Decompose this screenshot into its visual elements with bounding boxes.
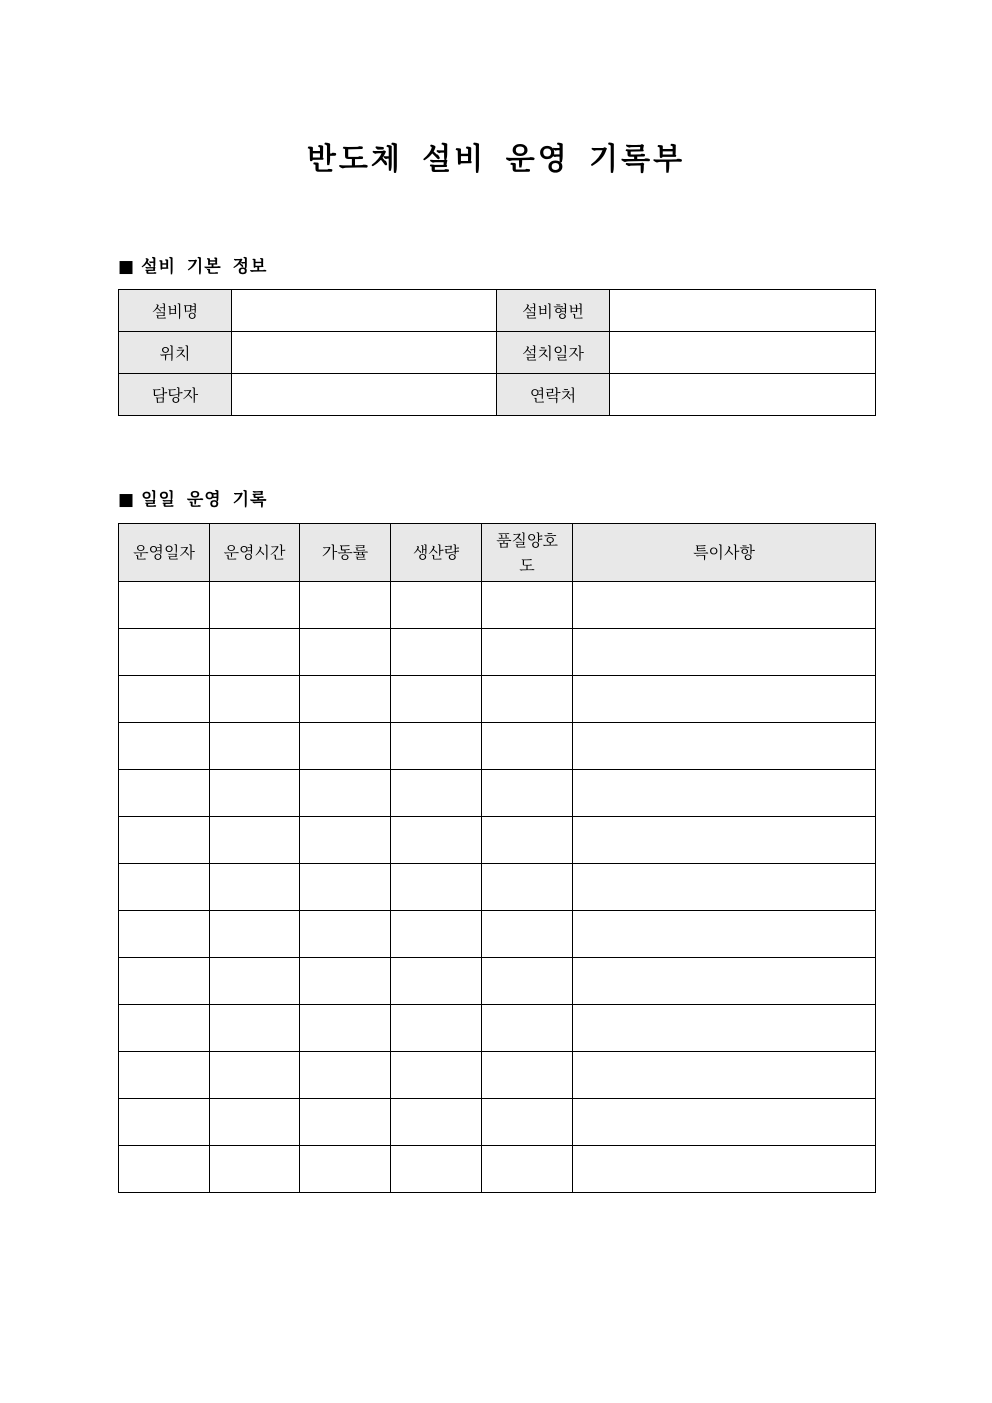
page-title: 반도체 설비 운영 기록부 xyxy=(306,142,686,177)
notes-cell[interactable] xyxy=(573,770,876,817)
output-cell[interactable] xyxy=(391,582,482,629)
quality-cell[interactable] xyxy=(482,723,573,770)
date-cell[interactable] xyxy=(119,864,210,911)
hours-cell[interactable] xyxy=(210,1052,300,1099)
quality-cell[interactable] xyxy=(482,911,573,958)
quality-cell[interactable] xyxy=(482,864,573,911)
table-header-row xyxy=(119,524,876,582)
label-install-date: 설치일자 xyxy=(497,332,610,374)
date-cell[interactable] xyxy=(119,817,210,864)
notes-cell[interactable] xyxy=(573,676,876,723)
output-cell[interactable] xyxy=(391,723,482,770)
date-cell[interactable] xyxy=(119,629,210,676)
notes-cell[interactable] xyxy=(573,817,876,864)
daily-operation-table xyxy=(118,523,876,1193)
utilization-cell[interactable] xyxy=(300,911,391,958)
label-contact: 연락처 xyxy=(497,374,610,416)
label-equipment-model: 설비형번 xyxy=(497,290,610,332)
hours-cell[interactable] xyxy=(210,582,300,629)
notes-cell[interactable] xyxy=(573,1099,876,1146)
quality-cell[interactable] xyxy=(482,1146,573,1193)
output-cell[interactable] xyxy=(391,911,482,958)
notes-cell[interactable] xyxy=(573,864,876,911)
contact-field[interactable] xyxy=(610,374,876,416)
utilization-cell[interactable] xyxy=(300,1005,391,1052)
utilization-cell[interactable] xyxy=(300,817,391,864)
column-header-quality: 품질양호도 xyxy=(482,524,573,582)
column-header-hours: 운영시간 xyxy=(210,524,300,582)
utilization-cell[interactable] xyxy=(300,676,391,723)
hours-cell[interactable] xyxy=(210,1005,300,1052)
section-heading-daily-log xyxy=(118,485,267,510)
notes-cell[interactable] xyxy=(573,958,876,1005)
quality-cell[interactable] xyxy=(482,1052,573,1099)
table-row xyxy=(119,817,876,864)
date-cell[interactable] xyxy=(119,1052,210,1099)
location-field[interactable] xyxy=(232,332,497,374)
hours-cell[interactable] xyxy=(210,817,300,864)
quality-cell[interactable] xyxy=(482,770,573,817)
output-cell[interactable] xyxy=(391,1005,482,1052)
table-row xyxy=(119,582,876,629)
table-row xyxy=(119,676,876,723)
section-heading-basic-info xyxy=(118,252,267,277)
notes-cell[interactable] xyxy=(573,723,876,770)
section-heading-text: 설비 기본 정보 xyxy=(141,257,268,277)
install-date-field[interactable] xyxy=(610,332,876,374)
output-cell[interactable] xyxy=(391,629,482,676)
hours-cell[interactable] xyxy=(210,958,300,1005)
label-location: 위치 xyxy=(119,332,232,374)
table-row xyxy=(119,958,876,1005)
quality-cell[interactable] xyxy=(482,817,573,864)
hours-cell[interactable] xyxy=(210,770,300,817)
output-cell[interactable] xyxy=(391,864,482,911)
utilization-cell[interactable] xyxy=(300,582,391,629)
label-manager: 담당자 xyxy=(119,374,232,416)
table-row xyxy=(119,770,876,817)
date-cell[interactable] xyxy=(119,676,210,723)
table-row xyxy=(119,1146,876,1193)
date-cell[interactable] xyxy=(119,911,210,958)
output-cell[interactable] xyxy=(391,770,482,817)
table-row xyxy=(119,629,876,676)
notes-cell[interactable] xyxy=(573,582,876,629)
quality-cell[interactable] xyxy=(482,629,573,676)
notes-cell[interactable] xyxy=(573,1052,876,1099)
output-cell[interactable] xyxy=(391,817,482,864)
table-row xyxy=(119,723,876,770)
hours-cell[interactable] xyxy=(210,723,300,770)
column-header-utilization: 가동률 xyxy=(300,524,391,582)
table-row xyxy=(119,1052,876,1099)
equipment-name-field[interactable] xyxy=(232,290,497,332)
hours-cell[interactable] xyxy=(210,1146,300,1193)
utilization-cell[interactable] xyxy=(300,958,391,1005)
hours-cell[interactable] xyxy=(210,864,300,911)
date-cell[interactable] xyxy=(119,723,210,770)
hours-cell[interactable] xyxy=(210,629,300,676)
utilization-cell[interactable] xyxy=(300,1146,391,1193)
quality-cell[interactable] xyxy=(482,1005,573,1052)
column-header-notes: 특이사항 xyxy=(573,524,876,582)
notes-cell[interactable] xyxy=(573,1005,876,1052)
output-cell[interactable] xyxy=(391,1052,482,1099)
utilization-cell[interactable] xyxy=(300,1099,391,1146)
date-cell[interactable] xyxy=(119,1005,210,1052)
equipment-info-table xyxy=(118,289,876,416)
table-row xyxy=(119,290,876,332)
table-row xyxy=(119,374,876,416)
label-equipment-name: 설비명 xyxy=(119,290,232,332)
output-cell[interactable] xyxy=(391,1099,482,1146)
table-row xyxy=(119,1005,876,1052)
hours-cell[interactable] xyxy=(210,1099,300,1146)
utilization-cell[interactable] xyxy=(300,723,391,770)
square-bullet-icon: ■ xyxy=(118,490,136,510)
manager-field[interactable] xyxy=(232,374,497,416)
hours-cell[interactable] xyxy=(210,911,300,958)
quality-cell[interactable] xyxy=(482,582,573,629)
utilization-cell[interactable] xyxy=(300,1052,391,1099)
date-cell[interactable] xyxy=(119,770,210,817)
table-row xyxy=(119,911,876,958)
output-cell[interactable] xyxy=(391,676,482,723)
table-row xyxy=(119,332,876,374)
daily-log-rows xyxy=(119,582,876,1193)
utilization-cell[interactable] xyxy=(300,770,391,817)
square-bullet-icon: ■ xyxy=(118,257,136,277)
quality-cell[interactable] xyxy=(482,676,573,723)
table-row xyxy=(119,864,876,911)
notes-cell[interactable] xyxy=(573,911,876,958)
date-cell[interactable] xyxy=(119,1099,210,1146)
quality-cell[interactable] xyxy=(482,958,573,1005)
hours-cell[interactable] xyxy=(210,676,300,723)
utilization-cell[interactable] xyxy=(300,629,391,676)
quality-cell[interactable] xyxy=(482,1099,573,1146)
section-heading-text: 일일 운영 기록 xyxy=(141,490,268,510)
notes-cell[interactable] xyxy=(573,629,876,676)
date-cell[interactable] xyxy=(119,958,210,1005)
column-header-output: 생산량 xyxy=(391,524,482,582)
table-row xyxy=(119,1099,876,1146)
output-cell[interactable] xyxy=(391,1146,482,1193)
output-cell[interactable] xyxy=(391,958,482,1005)
equipment-model-field[interactable] xyxy=(610,290,876,332)
column-header-date: 운영일자 xyxy=(119,524,210,582)
date-cell[interactable] xyxy=(119,582,210,629)
notes-cell[interactable] xyxy=(573,1146,876,1193)
utilization-cell[interactable] xyxy=(300,864,391,911)
date-cell[interactable] xyxy=(119,1146,210,1193)
